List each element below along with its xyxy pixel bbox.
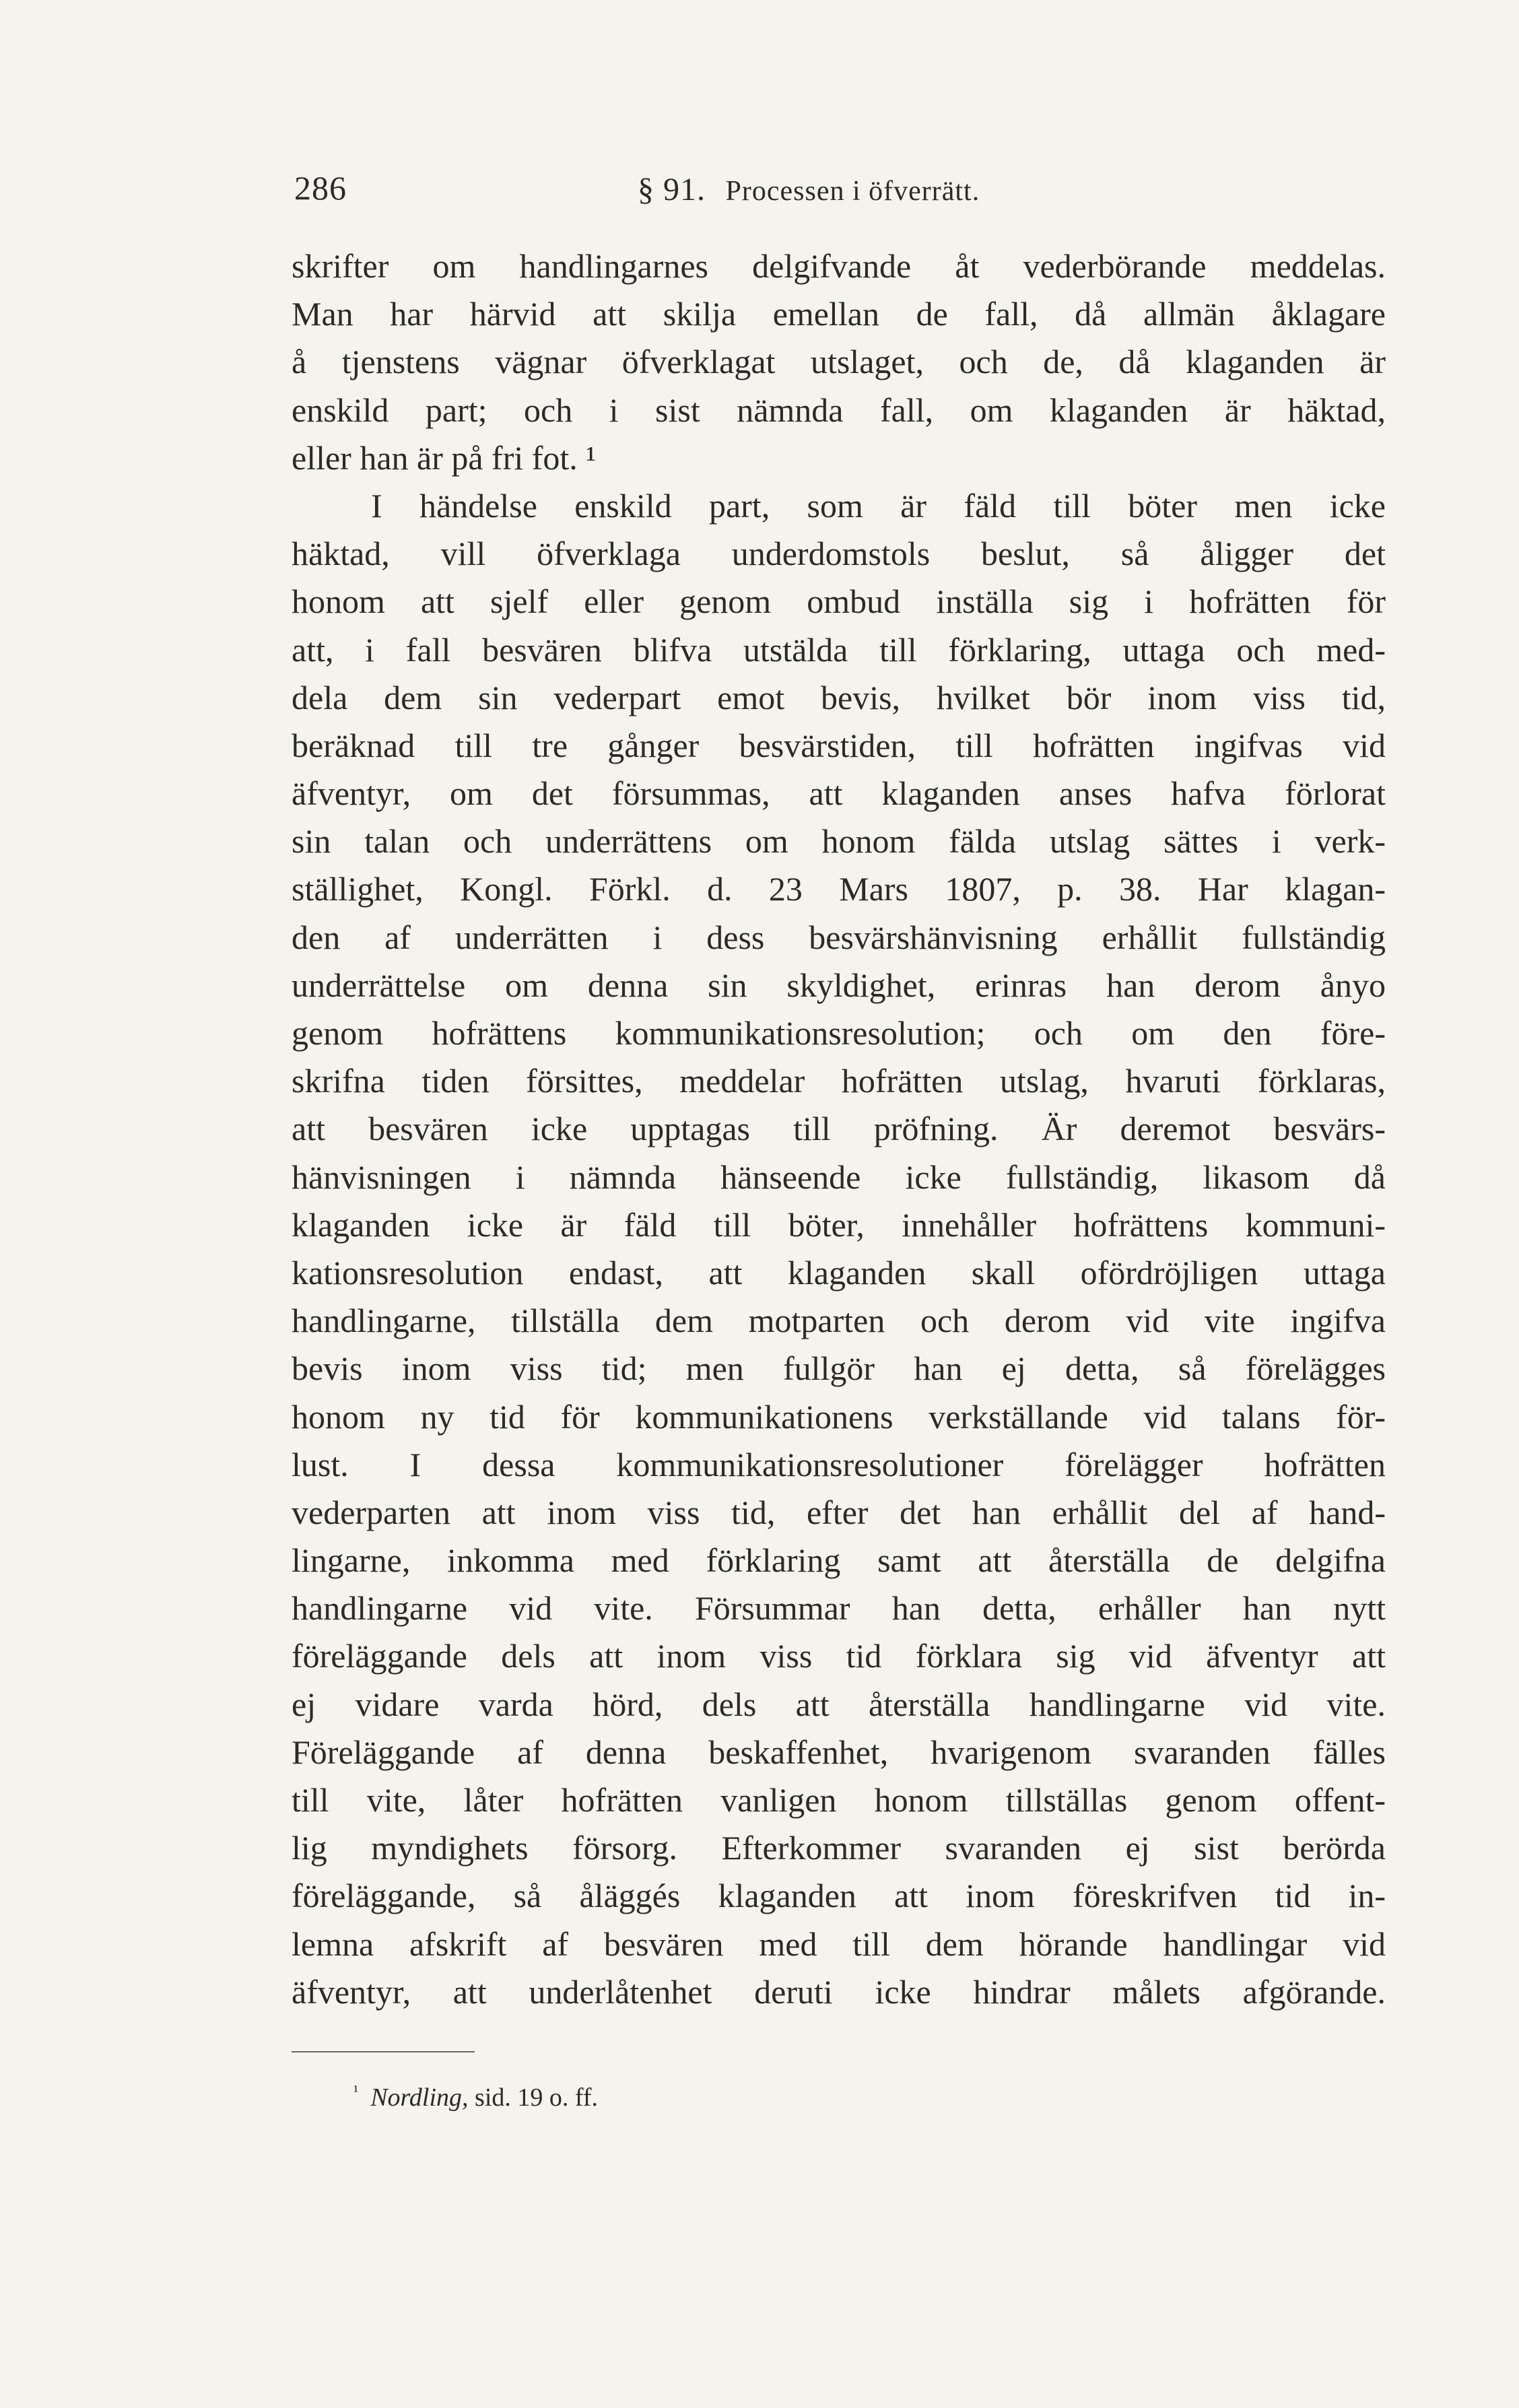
text-line: honom ny tid för kommunikationens verkställande vid talans för-: [292, 1397, 1386, 1436]
body-text: [292, 242, 1386, 2016]
text-line: klaganden icke är fäld till böter, innehåller hofrättens kommuni-: [292, 1205, 1386, 1244]
text-line: dela dem sin vederpart emot bevis, hvilket bör inom viss tid,: [292, 678, 1386, 716]
text-line: skrifna tiden försittes, meddelar hofrätten utslag, hvaruti förklaras,: [292, 1062, 1386, 1100]
text-line: föreläggande, så åläggés klaganden att inom föreskrifven tid in-: [292, 1877, 1386, 1915]
page-number: 286: [294, 169, 347, 207]
text-line: Man har härvid att skilja emellan de fall, då allmän åklagare: [292, 295, 1386, 333]
text-line: vederparten att inom viss tid, efter det han erhållit del af hand-: [292, 1493, 1386, 1531]
text-line: den af underrätten i dess besvärshänvisning erhållit fullständig: [292, 918, 1386, 956]
text-line: föreläggande dels att inom viss tid förklara sig vid äfventyr att: [292, 1637, 1386, 1675]
footnote-mark: ¹: [353, 2083, 359, 2101]
text-line: genom hofrättens kommunikationsresolution; och om den före-: [292, 1014, 1386, 1052]
footnote-reference-detail: sid. 19 o. ff.: [475, 2083, 599, 2112]
text-line: att, i fall besvären blifva utstälda till förklaring, uttaga och med-: [292, 630, 1386, 669]
text-line: hänvisningen i nämnda hänseende icke fullständig, likasom då: [292, 1158, 1386, 1196]
text-line: handlingarne, tillställa dem motparten och derom vid vite ingifva: [292, 1302, 1386, 1340]
footnote-divider: [292, 2051, 475, 2052]
footnote: [353, 2083, 598, 2112]
text-line: ställighet, Kongl. Förkl. d. 23 Mars 1807, p. 38. Har klagan-: [292, 870, 1386, 908]
text-line: I händelse enskild part, som är fäld till böter men icke: [371, 486, 1386, 525]
text-line: å tjenstens vägnar öfverklagat utslaget, och de, då klaganden är: [292, 343, 1386, 381]
text-line: underrättelse om denna sin skyldighet, erinras han derom ånyo: [292, 966, 1386, 1004]
text-line: lingarne, inkomma med förklaring samt att återställa de delgifna: [292, 1541, 1386, 1580]
footnote-reference-title: Nordling,: [370, 2083, 469, 2112]
text-line: äfventyr, att underlåtenhet deruti icke hindrar målets afgörande.: [292, 1972, 1386, 2011]
text-line: Föreläggande af denna beskaffenhet, hvarigenom svaranden fälles: [292, 1733, 1386, 1771]
page-header: [294, 168, 1384, 215]
text-line: ej vidare varda hörd, dels att återställa handlingarne vid vite.: [292, 1685, 1386, 1723]
text-line: bevis inom viss tid; men fullgör han ej detta, så förelägges: [292, 1349, 1386, 1388]
text-line: honom att sjelf eller genom ombud inställa sig i hofrätten för: [292, 582, 1386, 621]
text-line: till vite, låter hofrätten vanligen honom tillställas genom offent-: [292, 1781, 1386, 1819]
text-line: kationsresolution endast, att klaganden skall ofördröjligen uttaga: [292, 1253, 1386, 1292]
text-line: lig myndighets försorg. Efterkommer svaranden ej sist berörda: [292, 1829, 1386, 1867]
text-line: sin talan och underrättens om honom fälda utslag sättes i verk-: [292, 822, 1386, 861]
text-line: lemna afskrift af besvären med till dem hörande handlingar vid: [292, 1925, 1386, 1963]
text-line: eller han är på fri fot. ¹: [292, 438, 597, 477]
section-mark: § 91.: [638, 172, 706, 207]
text-line: lust. I dessa kommunikationsresolutioner förelägger hofrätten: [292, 1445, 1386, 1483]
text-line: skrifter om handlingarnes delgifvande åt vederbörande meddelas.: [292, 247, 1386, 285]
text-line: handlingarne vid vite. Försummar han detta, erhåller han nytt: [292, 1589, 1386, 1628]
running-head: [638, 171, 980, 208]
text-line: enskild part; och i sist nämnda fall, om klaganden är häktad,: [292, 391, 1386, 429]
text-line: häktad, vill öfverklaga underdomstols beslut, så åligger det: [292, 535, 1386, 573]
text-line: beräknad till tre gånger besvärstiden, till hofrätten ingifvas vid: [292, 726, 1386, 764]
text-line: att besvären icke upptagas till pröfning. Är deremot besvärs-: [292, 1110, 1386, 1148]
section-title: Processen i öfverrätt.: [725, 176, 980, 207]
text-line: äfventyr, om det försummas, att klaganden anses hafva förlorat: [292, 774, 1386, 813]
